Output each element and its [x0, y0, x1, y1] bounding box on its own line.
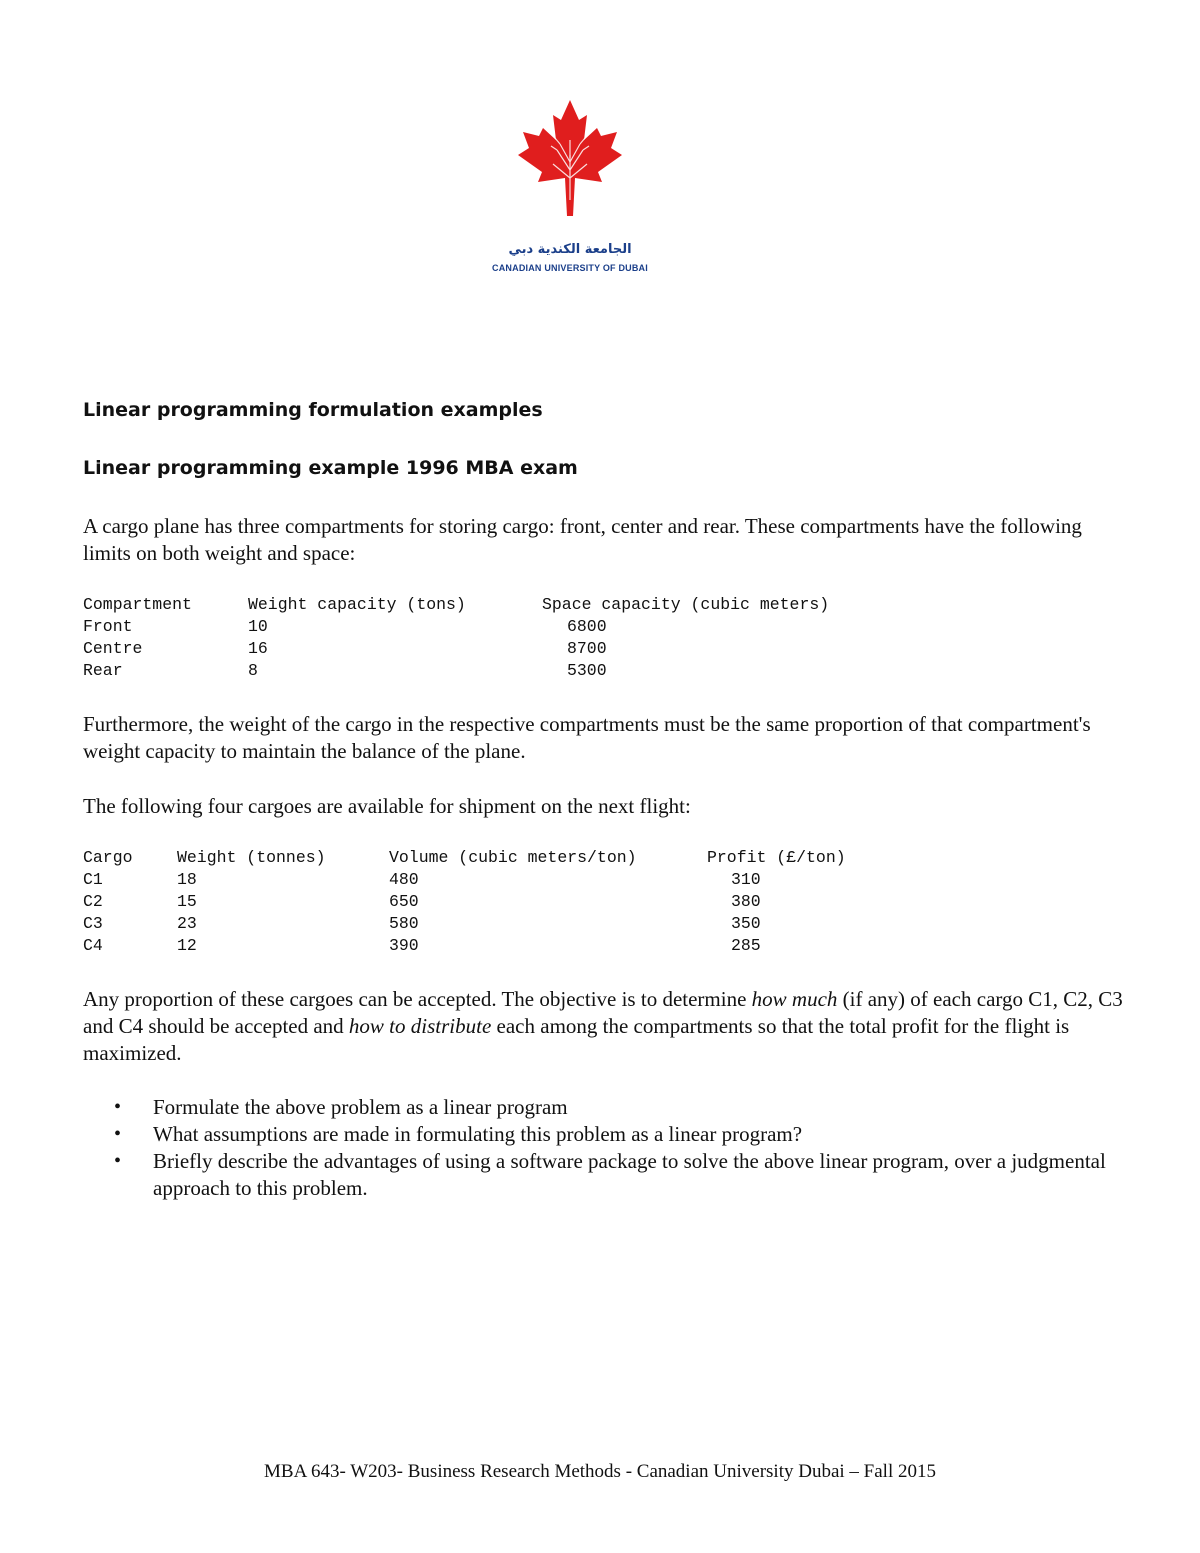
table-row: [83, 616, 607, 638]
table-row: [83, 913, 761, 935]
table-header-row: [83, 594, 830, 616]
column-header: Compartment: [83, 595, 192, 614]
table-cell: Front: [83, 617, 133, 636]
table-cell: 16: [248, 639, 268, 658]
list-item-text: What assumptions are made in formulating this problem as a linear program?: [153, 1122, 803, 1146]
column-header: Space capacity (cubic meters): [542, 595, 830, 614]
table-cell: 380: [731, 892, 761, 911]
cargoes-intro-paragraph: The following four cargoes are available for shipment on the next flight:: [83, 794, 691, 818]
table-cell: C2: [83, 892, 103, 911]
bullet-icon: •: [114, 1123, 122, 1145]
table-cell: 390: [389, 936, 419, 955]
table-row: [83, 935, 761, 957]
list-item: [110, 1094, 1120, 1121]
bullet-icon: •: [114, 1096, 122, 1118]
list-item-text: Briefly describe the advantages of using a software package to solve the above linear program, over a judgmental approach to this problem.: [153, 1149, 1106, 1200]
table-cell: C4: [83, 936, 103, 955]
objective-paragraph: [83, 986, 1123, 1067]
column-header: Weight capacity (tons): [248, 595, 466, 614]
column-header: Cargo: [83, 848, 133, 867]
objective-text: each among the compartments so that the total profit for the flight is maximized.: [83, 1014, 1070, 1065]
university-logo: [490, 100, 650, 280]
table-cell: Centre: [83, 639, 143, 658]
column-header: Weight (tonnes): [177, 848, 326, 867]
logo-english-name: CANADIAN UNIVERSITY OF DUBAI: [492, 263, 648, 273]
section-heading: Linear programming example 1996 MBA exam: [83, 457, 578, 479]
logo-arabic-name: الجامعة الكندية دبي: [508, 242, 632, 257]
intro-paragraph: A cargo plane has three compartments for storing cargo: front, center and rear. These compartments have the following limits on both weight and space:: [83, 514, 1082, 565]
table-header-row: [83, 847, 846, 869]
column-header: Volume (cubic meters/ton): [389, 848, 637, 867]
page-footer: MBA 643- W203- Business Research Methods - Canadian University Dubai – Fall 2015: [264, 1461, 936, 1482]
table-cell: 12: [177, 936, 197, 955]
list-item: [110, 1121, 1120, 1148]
table-cell: 6800: [567, 617, 607, 636]
table-row: [83, 869, 761, 891]
table-cell: 8700: [567, 639, 607, 658]
table-cell: 15: [177, 892, 197, 911]
table-row: [83, 660, 607, 682]
balance-paragraph: Furthermore, the weight of the cargo in the respective compartments must be the same proportion of that compartment's weight capacity to maintain the balance of the plane.: [83, 712, 1091, 763]
objective-text: (if any) of each cargo C1, C2, C3 and C4 should be accepted and: [83, 987, 1123, 1038]
table-cell: 310: [731, 870, 761, 889]
table-cell: 18: [177, 870, 197, 889]
table-cell: 350: [731, 914, 761, 933]
table-cell: 5300: [567, 661, 607, 680]
column-header: Profit (£/ton): [707, 848, 846, 867]
table-cell: 580: [389, 914, 419, 933]
table-row: [83, 638, 607, 660]
table-cell: 285: [731, 936, 761, 955]
question-list: [110, 1094, 1120, 1202]
list-item-text: Formulate the above problem as a linear program: [153, 1095, 568, 1119]
cargo-table: [83, 847, 846, 957]
maple-leaf-icon: [515, 100, 625, 220]
emphasis-text: how to distribute: [348, 1014, 492, 1038]
table-cell: C1: [83, 870, 103, 889]
table-cell: C3: [83, 914, 103, 933]
table-cell: 8: [248, 661, 258, 680]
table-cell: Rear: [83, 661, 123, 680]
bullet-icon: •: [114, 1150, 122, 1172]
table-cell: 23: [177, 914, 197, 933]
table-cell: 480: [389, 870, 419, 889]
list-item: [110, 1148, 1120, 1202]
emphasis-text: how much: [751, 987, 838, 1011]
table-cell: 650: [389, 892, 419, 911]
table-row: [83, 891, 761, 913]
page-title: Linear programming formulation examples: [83, 399, 543, 421]
objective-text: Any proportion of these cargoes can be accepted. The objective is to determine: [83, 987, 752, 1011]
compartments-table: [83, 594, 830, 682]
table-cell: 10: [248, 617, 268, 636]
